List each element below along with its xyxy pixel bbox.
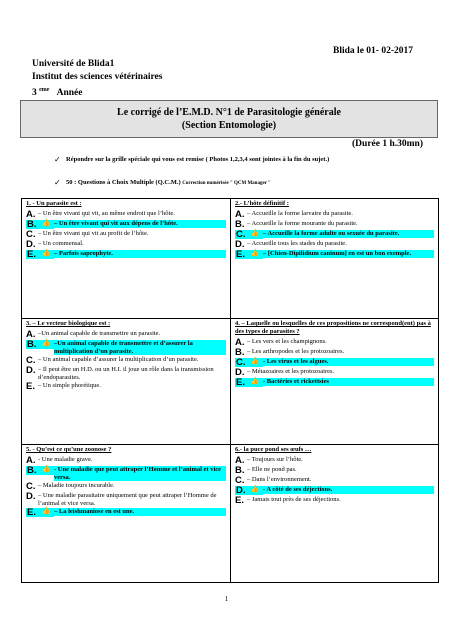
option-text: - Une maladie grave. xyxy=(38,456,93,463)
option-text: – Une maladie parasitaire uniquement que peut attraper l’Homme de l’animal et vice versa. xyxy=(38,492,217,507)
option-letter: A. xyxy=(235,337,245,348)
option-text: – Les arthropodes et les protozoaires. xyxy=(247,348,345,355)
option-letter: A. xyxy=(235,209,245,220)
option xyxy=(235,496,434,505)
option-text: – Accueille la forme adulte ou sexuée du parasite. xyxy=(263,230,434,238)
option-text: – Dans l’environnement. xyxy=(247,476,312,483)
correct-option xyxy=(26,340,226,355)
question-cell xyxy=(230,445,438,582)
option-text: – Un simple phorétique. xyxy=(38,382,101,390)
exam-subtitle: (Section Entomologie) xyxy=(181,120,277,131)
correct-option xyxy=(235,230,434,239)
year-line: 3 $^{eme}$ Année xyxy=(32,87,83,99)
thumbs-up-icon: 👍 xyxy=(41,249,51,257)
option-text: – [Chien-Dipilidium caninum] en est un bon exemple. xyxy=(263,250,434,258)
option-letter: D. xyxy=(236,485,246,496)
answer-highlight xyxy=(235,230,263,239)
option xyxy=(235,368,434,377)
question-title: 5. - Qu’est ce qu’une zoonose ? xyxy=(26,446,112,453)
correct-option xyxy=(235,486,434,495)
correct-option xyxy=(235,250,434,259)
correct-option xyxy=(26,466,226,481)
option xyxy=(26,330,226,339)
question-cell xyxy=(22,199,230,318)
option-text: - Bactéries et rickettsies xyxy=(263,378,434,386)
option-text: – Un être vivant qui vit aux dépens de l’hôte. xyxy=(54,220,226,228)
option-letter: D. xyxy=(26,365,36,377)
checkmark-icon: ✓ xyxy=(54,155,61,164)
answer-highlight xyxy=(235,358,263,367)
question-title: 3. – Le vecteur biologique est : xyxy=(26,320,111,327)
option xyxy=(26,492,226,507)
option-text: – Il peut être un H.D. ou un H.I. il joue un rôle dans la transmission d’endoparasites. xyxy=(38,366,214,381)
question-grid xyxy=(21,198,439,583)
option xyxy=(26,456,226,465)
option-letter: C. xyxy=(26,229,36,240)
option-letter: A. xyxy=(26,455,36,466)
answer-highlight xyxy=(235,378,263,387)
option xyxy=(26,356,226,365)
thumbs-up-icon: 👍 xyxy=(41,465,51,473)
answer-highlight xyxy=(26,340,54,349)
option-letter: C. xyxy=(235,475,245,486)
answer-highlight xyxy=(26,220,54,229)
question-title: 2.- L’hôte définitif : xyxy=(235,200,289,207)
option-text: – Accueille la forme mourante du parasite. xyxy=(247,220,358,227)
option-text: - Les virus et les algues. xyxy=(263,358,434,366)
option-letter: B. xyxy=(235,465,245,476)
date-line: Blida le 01- 02-2017 xyxy=(333,46,413,56)
question-title: 1. - Un parasite est : xyxy=(26,200,82,207)
option xyxy=(26,382,226,391)
option-text: – Un commensal. xyxy=(38,240,84,247)
option-text: – Un être vivant qui vit, au même endroit que l’hôte. xyxy=(38,210,175,217)
option-letter: B. xyxy=(235,347,245,358)
question-cell xyxy=(22,319,230,444)
institution-block xyxy=(32,58,162,100)
option-letter: C. xyxy=(26,355,36,367)
option-text: – Les vers et les champignons. xyxy=(247,338,327,345)
institute-name: Institut des sciences vétérinaires xyxy=(32,72,163,82)
checkmark-icon: ✓ xyxy=(54,178,61,187)
option-letter: E. xyxy=(236,377,245,388)
duration: (Durée 1 h.30mn) xyxy=(352,139,423,149)
option-letter: C. xyxy=(236,357,246,368)
answer-highlight xyxy=(26,250,54,259)
option xyxy=(26,210,226,219)
option-text: – Elle ne pond pas. xyxy=(247,466,297,473)
exam-title: Le corrigé de l’E.M.D. N°1 de Parasitologie générale xyxy=(117,107,341,118)
option-letter: E. xyxy=(27,249,36,260)
thumbs-up-icon: 👍 xyxy=(250,229,260,237)
question-cell xyxy=(22,445,230,582)
option-letter: E. xyxy=(236,249,245,260)
option-text: – Accueille la forme larvaire du parasite. xyxy=(247,210,353,217)
thumbs-up-icon: 👍 xyxy=(250,249,260,257)
thumbs-up-icon: 👍 xyxy=(41,507,51,516)
question-row xyxy=(22,444,438,582)
page-number: 1 xyxy=(224,595,229,603)
option xyxy=(235,240,434,249)
option xyxy=(26,366,226,381)
option-letter: A. xyxy=(26,209,36,220)
question-title: 6.- la puce pond ses œufs … xyxy=(235,446,312,453)
option-letter: C. xyxy=(26,481,36,493)
option-letter: E. xyxy=(235,495,244,506)
option-text: – Jamais tout près de ses déjections. xyxy=(247,496,341,503)
option-letter: B. xyxy=(27,465,37,476)
correct-option xyxy=(26,508,226,517)
option-letter: C. xyxy=(236,229,246,240)
option-letter: D. xyxy=(26,239,36,250)
option-text: – Parfois saprophyte. xyxy=(54,250,226,258)
exam-title-box xyxy=(20,100,438,138)
option-text: – Toujours sur l’hôte. xyxy=(247,456,303,463)
thumbs-up-icon: 👍 xyxy=(250,377,260,385)
question-row xyxy=(22,318,438,444)
answer-highlight xyxy=(26,466,54,475)
option-text: – Accueille tous les stades du parasite. xyxy=(247,240,347,247)
option-letter: D. xyxy=(235,367,245,378)
correct-option xyxy=(235,378,434,387)
correct-option xyxy=(26,250,226,259)
option-text: – Un animal capable d’assurer la multiplication d’un parasite. xyxy=(38,356,199,364)
correct-option xyxy=(235,358,434,367)
answer-highlight xyxy=(235,486,263,495)
option xyxy=(235,220,434,229)
question-title: 4. – Laquelle ou lesquelles de ces propositions ne correspond(ent) pas à des types de parasites ? xyxy=(235,320,431,335)
option-text: - A côté de ses déjections. xyxy=(263,486,434,494)
option-letter: A. xyxy=(235,455,245,466)
option-text: – Métazoaires et les protozoaires. xyxy=(247,368,335,375)
thumbs-up-icon: 👍 xyxy=(41,339,51,347)
question-cell xyxy=(230,199,438,318)
option-text: – Maladie toujours incurable. xyxy=(38,482,115,490)
option-text: - Une maladie que peut attraper l’Homme et l’animal et vice versa. xyxy=(54,466,226,481)
thumbs-up-icon: 👍 xyxy=(250,485,260,493)
option xyxy=(235,456,434,465)
option xyxy=(235,476,434,485)
instruction-1: ✓ Répondre sur la grille spéciale qui vous est remise ( Photos 1,2,3,4 sont jointes à la fin du sujet.) xyxy=(54,155,330,164)
option xyxy=(235,348,434,357)
option-text: –Un animal capable de transmettre et d’assurer la multiplication d’un parasite. xyxy=(54,340,226,355)
answer-highlight xyxy=(235,250,263,259)
option-text: –Un animal capable de transmettre un parasite. xyxy=(38,330,161,337)
option-letter: E. xyxy=(27,507,36,519)
option-letter: B. xyxy=(235,219,245,230)
option xyxy=(235,466,434,475)
option-letter: A. xyxy=(26,329,36,340)
option-letter: D. xyxy=(235,239,245,250)
question-cell xyxy=(230,319,438,444)
option xyxy=(235,338,434,347)
option xyxy=(26,230,226,239)
option-text: – Un être vivant qui vit au profit de l’hôte. xyxy=(38,230,149,237)
thumbs-up-icon: 👍 xyxy=(41,219,51,227)
university-name: Université de Blida1 xyxy=(32,59,115,69)
option xyxy=(26,482,226,491)
option xyxy=(235,210,434,219)
question-row xyxy=(22,199,438,318)
instruction-2: ✓ 50 : Questions à Choix Multiple (Q.C.M.) Correction numérisée " QCM Manager " xyxy=(54,178,271,187)
answer-highlight xyxy=(26,508,54,517)
option-text: – La leishmaniose en est une. xyxy=(54,508,226,516)
option-letter: E. xyxy=(26,381,35,393)
correct-option xyxy=(26,220,226,229)
thumbs-up-icon: 👍 xyxy=(250,357,260,365)
option-letter: B. xyxy=(27,219,37,230)
option xyxy=(26,240,226,249)
option-letter: B. xyxy=(27,339,37,350)
option-letter: D. xyxy=(26,491,36,503)
